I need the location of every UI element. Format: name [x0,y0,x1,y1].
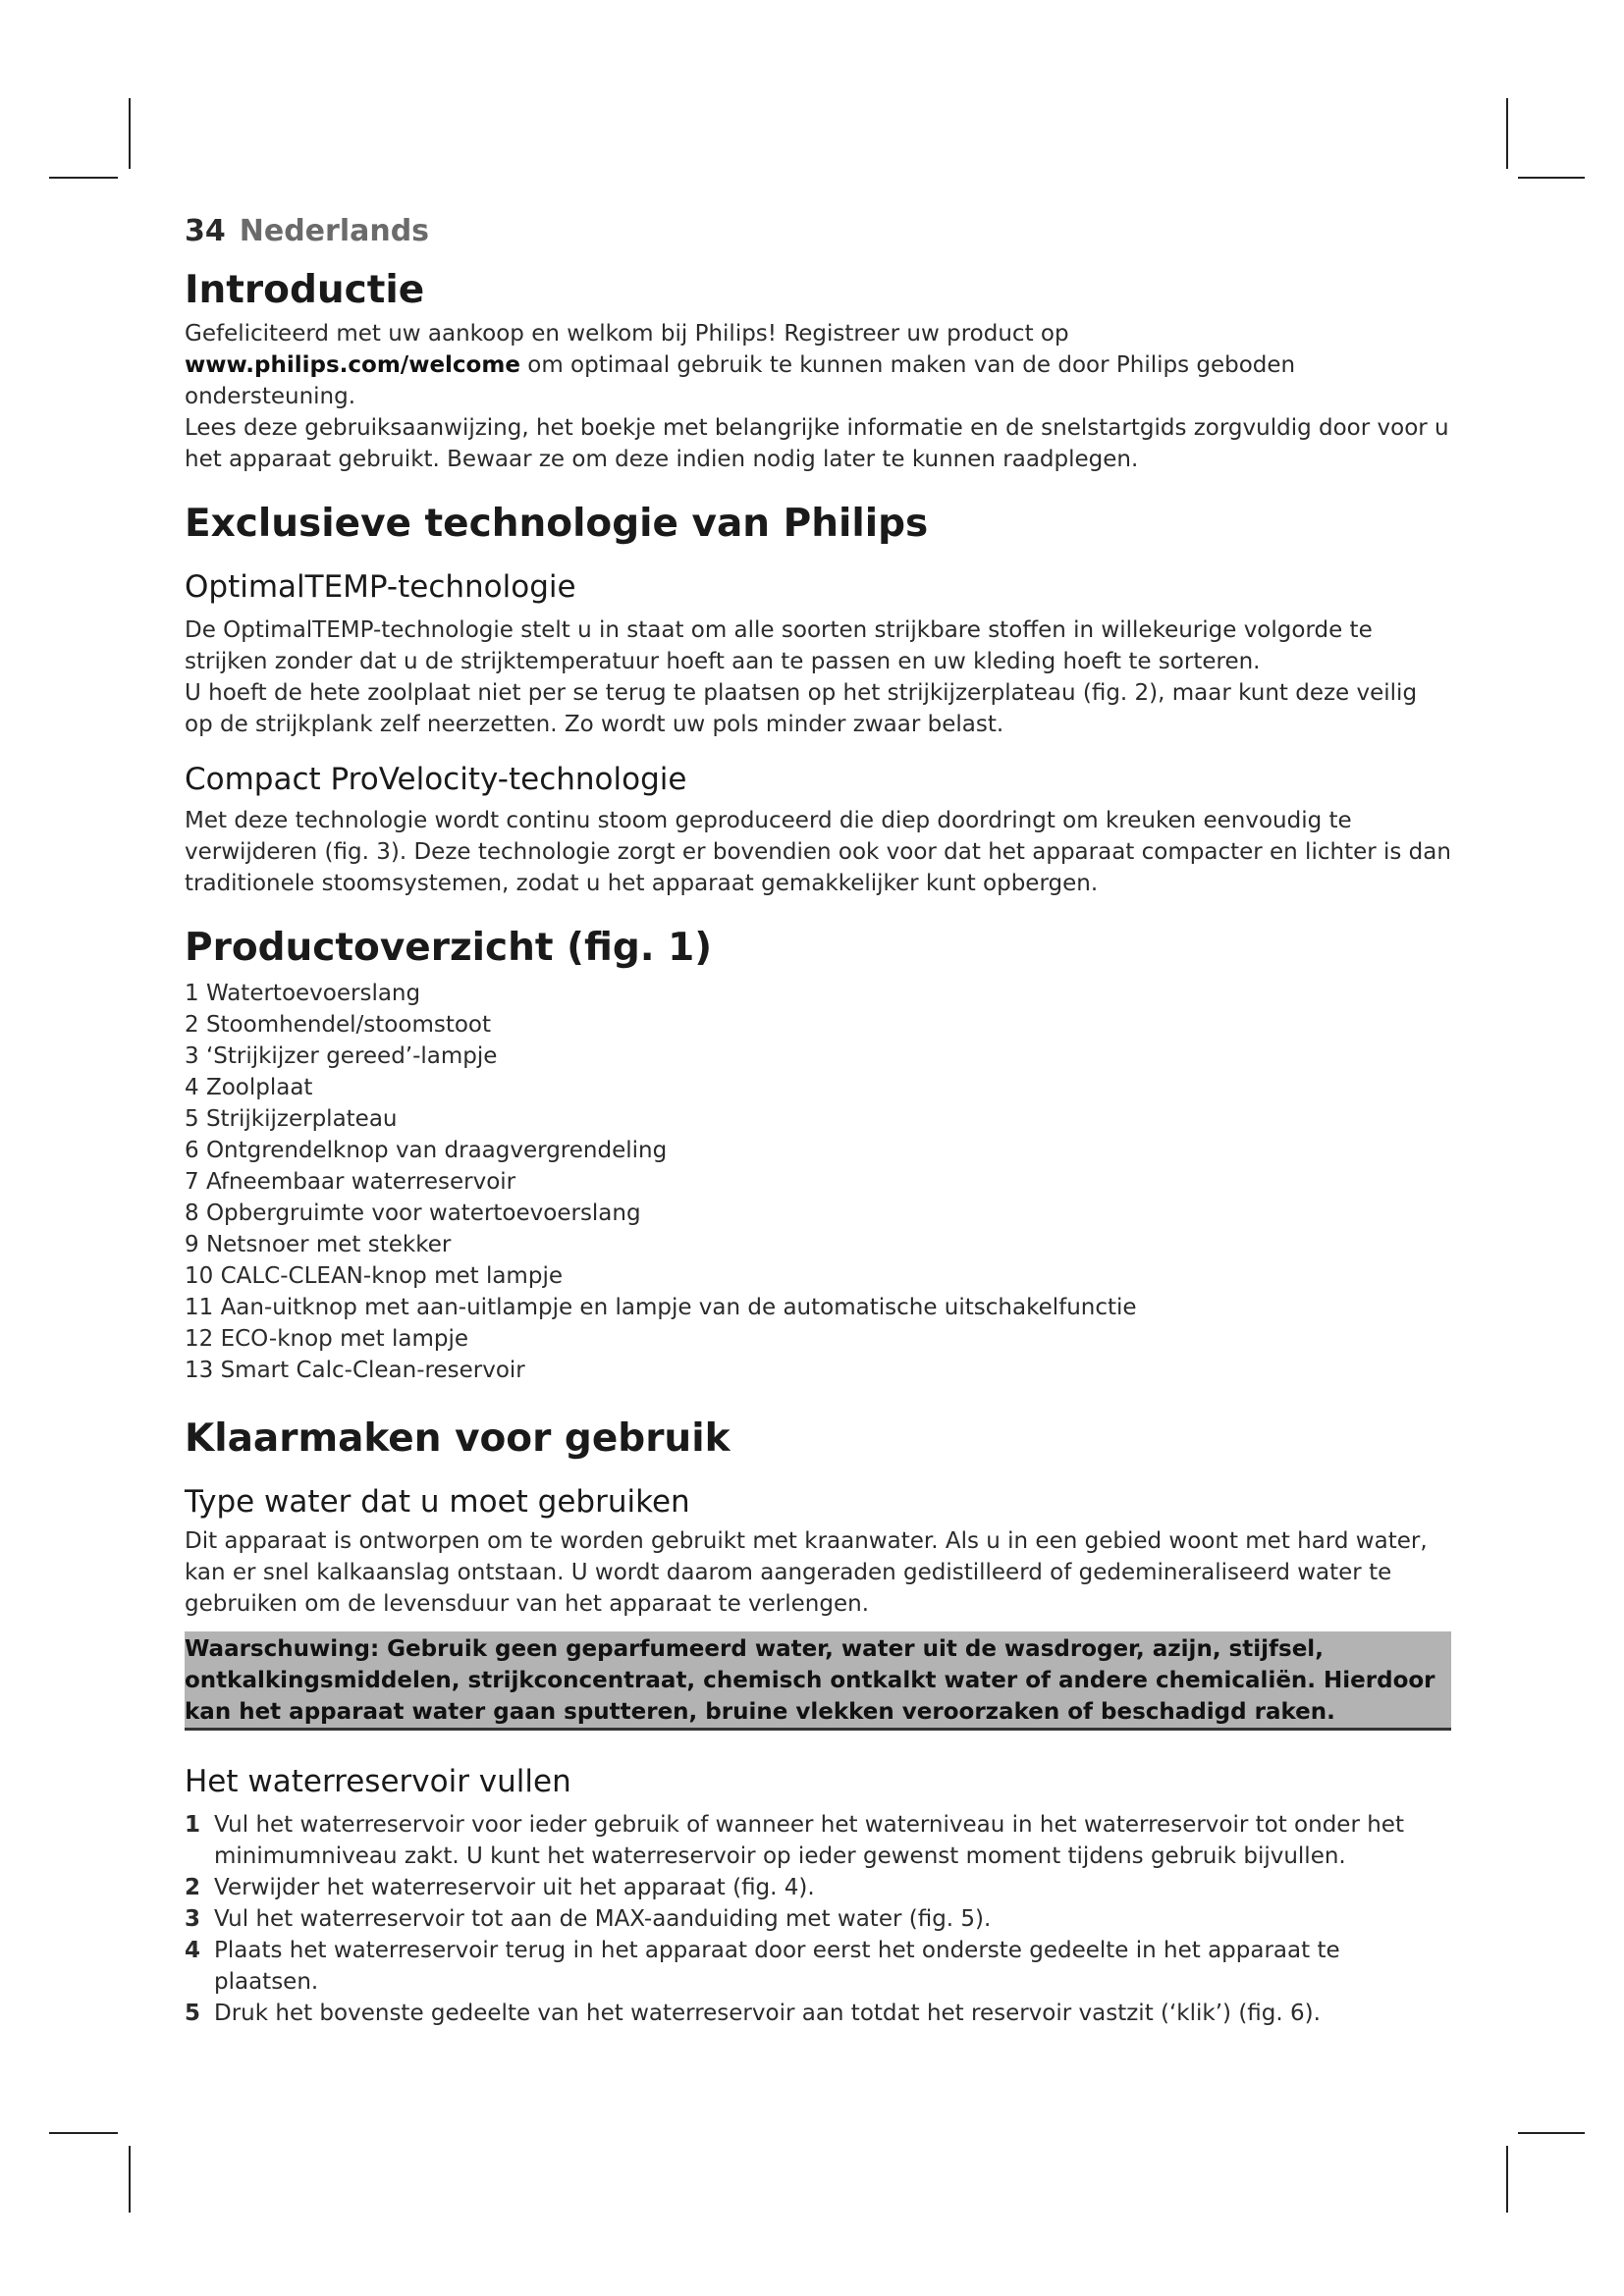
intro-text-before: Gefeliciteerd met uw aankoop en welkom bij Philips! Registreer uw product op [185,321,1069,347]
crop-mark-top-right-h [1518,177,1585,179]
optimaltemp-title: OptimalTEMP-technologie [185,569,576,605]
crop-mark-bottom-right-v [1506,2146,1508,2213]
crop-mark-top-right-v [1506,98,1508,169]
crop-mark-bottom-left-v [129,2146,131,2213]
warning-box: Waarschuwing: Gebruik geen geparfumeerd water, water uit de wasdroger, azijn, stijfsel, ontkalkingsmiddelen, strijkconcentraat, chemisch ontkalkt water of andere chemicaliën. Hierdoor kan het apparaat water gaan sputteren, bruine vlekken veroorzaken of beschadigd raken. [185,1631,1451,1731]
fill-reservoir-title: Het waterreservoir vullen [185,1764,571,1799]
step-number: 3 [185,1906,201,1932]
list-item: 3 ‘Strijkijzer gereed’-lampje [185,1043,498,1069]
water-type-paragraph: Dit apparaat is ontworpen om te worden gebruikt met kraanwater. Als u in een gebied woont met hard water, kan er snel kalkaanslag ontstaan. U wordt daarom aangeraden gedistilleerd of gedemineraliseerd water te gebruiken om de levensduur van het apparaat te verlengen. [185,1528,1428,1617]
overview-title: Productoverzicht (fig. 1) [185,926,713,970]
list-item: 10 CALC-CLEAN-knop met lampje [185,1263,563,1289]
page-number: 34 [185,214,226,248]
list-item [185,1809,1451,1872]
compact-provelocity-title: Compact ProVelocity-technologie [185,762,687,797]
list-item: 8 Opbergruimte voor watertoevoerslang [185,1201,641,1226]
list-item: 7 Afneembaar waterreservoir [185,1169,516,1195]
intro-paragraph-1 [185,318,1451,412]
step-text: Verwijder het waterreservoir uit het apparaat (fig. 4). [214,1875,815,1900]
list-item: 2 Stoomhendel/stoomstoot [185,1012,492,1038]
optimaltemp-paragraph-2: U hoeft de hete zoolplaat niet per se terug te plaatsen op het strijkijzerplateau (fig. 2), maar kunt deze veilig op de strijkplank zelf neerzetten. Zo wordt uw pols minder zwaar belast. [185,680,1418,737]
philips-welcome-link[interactable]: www.philips.com/welcome [185,352,520,378]
list-item: 11 Aan-uitknop met aan-uitlampje en lampje van de automatische uitschakelfunctie [185,1295,1137,1320]
page-language: Nederlands [239,214,430,248]
step-text: Vul het waterreservoir tot aan de MAX-aanduiding met water (fig. 5). [214,1906,992,1932]
compact-provelocity-paragraph: Met deze technologie wordt continu stoom geproduceerd die diep doordringt om kreuken eenvoudig te verwijderen (fig. 3). Deze technologie zorgt er bovendien ook voor dat het apparaat compacter en lichter is dan traditionele stoomsystemen, zodat u het apparaat gemakkelijker kunt opbergen. [185,808,1451,896]
list-item [185,1903,1451,1935]
prepare-title: Klaarmaken voor gebruik [185,1416,731,1461]
intro-title: Introductie [185,268,425,312]
crop-mark-top-left-h [49,177,118,179]
page-header [185,208,1451,255]
page-content [185,208,1451,2029]
intro-paragraph-2: Lees deze gebruiksaanwijzing, het boekje met belangrijke informatie en de snelstartgids zorgvuldig door voor u het apparaat gebruikt. Bewaar ze om deze indien nodig later te kunnen raadplegen. [185,415,1449,472]
step-text: Plaats het waterreservoir terug in het apparaat door eerst het onderste gedeelte in het apparaat te plaatsen. [214,1938,1340,1995]
list-item: 9 Netsnoer met stekker [185,1232,452,1257]
overview-list [185,978,1451,1386]
intro-text-after: om optimaal gebruik te kunnen maken van de door Philips geboden ondersteuning. [185,352,1296,409]
step-number: 2 [185,1875,201,1900]
step-number: 4 [185,1938,201,1963]
step-number: 1 [185,1812,201,1838]
list-item: 1 Watertoevoerslang [185,981,421,1006]
optimaltemp-paragraph-1: De OptimalTEMP-technologie stelt u in staat om alle soorten strijkbare stoffen in willekeurige volgorde te strijken zonder dat u de strijktemperatuur hoeft aan te passen en uw kleding hoeft te sorteren. [185,617,1373,674]
crop-mark-bottom-left-h [49,2132,118,2134]
crop-mark-top-left-v [129,98,131,169]
list-item: 12 ECO-knop met lampje [185,1326,469,1352]
list-item [185,1998,1451,2029]
step-text: Vul het waterreservoir voor ieder gebruik of wanneer het waterniveau in het waterreservoir tot onder het minimumniveau zakt. U kunt het waterreservoir op ieder gewenst moment tijdens gebruik bijvullen. [214,1812,1404,1869]
list-item [185,1872,1451,1903]
fill-steps-list [185,1809,1451,2029]
list-item: 6 Ontgrendelknop van draagvergrendeling [185,1138,668,1163]
list-item: 13 Smart Calc-Clean-reservoir [185,1358,525,1383]
tech-title: Exclusieve technologie van Philips [185,502,929,546]
crop-mark-bottom-right-h [1518,2132,1585,2134]
list-item: 5 Strijkijzerplateau [185,1106,398,1132]
list-item: 4 Zoolplaat [185,1075,313,1100]
list-item [185,1935,1451,1998]
step-number: 5 [185,2001,201,2026]
step-text: Druk het bovenste gedeelte van het waterreservoir aan totdat het reservoir vastzit (‘klik’) (fig. 6). [214,2001,1321,2026]
water-type-title: Type water dat u moet gebruiken [185,1484,690,1520]
